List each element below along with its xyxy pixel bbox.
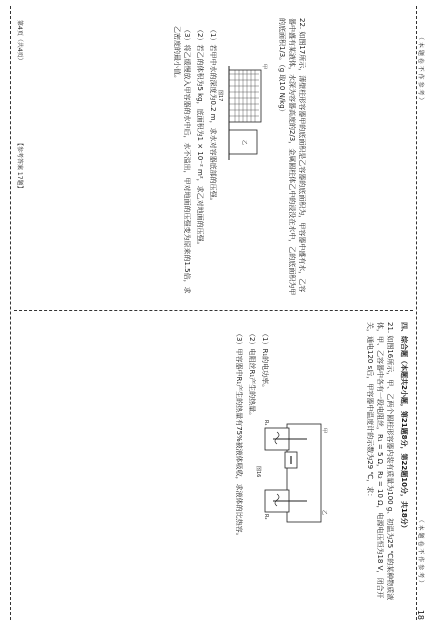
container-diagram [213, 64, 267, 164]
corner-mark: 18 [416, 609, 425, 620]
circuit-diagram [257, 418, 327, 528]
page-footer-right: 【参考答案 17题】 [16, 140, 23, 192]
q21-label-r1: R₁ [263, 420, 269, 426]
q22-text: 22. 如图17所示，薄壁柱形容器甲的底面积是乙容器的底面积为，甲容器中盛有水，乙容器中盛有某液体，水深为容器高度的2/3，金属圆柱体乙中的浸没在水中，乙的底面积为甲的底面积1/3。（g 取10 N/kg） [278, 18, 306, 296]
q22-figure [213, 64, 267, 164]
page-footer-left: 第4页（共4页） [16, 20, 23, 64]
q22-label-jia: 甲 [261, 64, 267, 70]
q22-fig-label: 图17 [217, 90, 223, 102]
q21-sub-1: （1）R₁的电功率。 [261, 330, 269, 392]
q21-sub-2: （2）电阻丝R₁产生的热量。 [248, 330, 256, 420]
q21-label-jia: 甲 [321, 428, 327, 434]
q21-label-r2: R₂ [263, 514, 269, 520]
q22-sub-2: （2）若乙的体积为5 kg，底面积为1 × 10⁻² m²，求乙对地面的压强。 [196, 26, 204, 249]
header-left: （ 本 题 卷 不 作 参 考 ） [417, 34, 424, 104]
section-title: 四、综合题（本题共2小题，第21题8分，第22题10分，共18分） [400, 322, 408, 532]
q21-sub-3: （3）甲容器中R₁产生的热量有75%被液体吸收，求液体的比热容。 [235, 330, 243, 540]
header-right: （ 本 题 卷 不 作 参 考 ） [417, 516, 424, 586]
q21-text: 21. 如图16所示，甲、乙两个圆柱形容器内装有质量为100 g、初温为25 ℃的某种物质液体，甲、乙容器中各有一段电阻丝，R₁ = 5 Ω，R₂ = 10 Ω，电源电压恒为18 V，闭合开关，通电120 s后，甲容器中温度计的示数为29 ℃，求： [366, 322, 394, 601]
bottom-dashed-line [10, 6, 11, 620]
q22-sub-1: （1）若甲中水的深度为0.2 m，求水对容器底部的压强。 [209, 26, 217, 205]
q21-fig-label: 图16 [255, 466, 261, 478]
q22-label-yi: 乙 [241, 140, 247, 146]
q22-sub-3: （3）将乙缓慢放入甲容器的水中后，水不溢出，甲对地面的压强变为原来的1.5倍，求乙密度的最小值。 [173, 26, 191, 294]
q21-label-yi: 乙 [321, 510, 327, 516]
q21-figure [257, 418, 327, 528]
column-divider [14, 310, 413, 311]
